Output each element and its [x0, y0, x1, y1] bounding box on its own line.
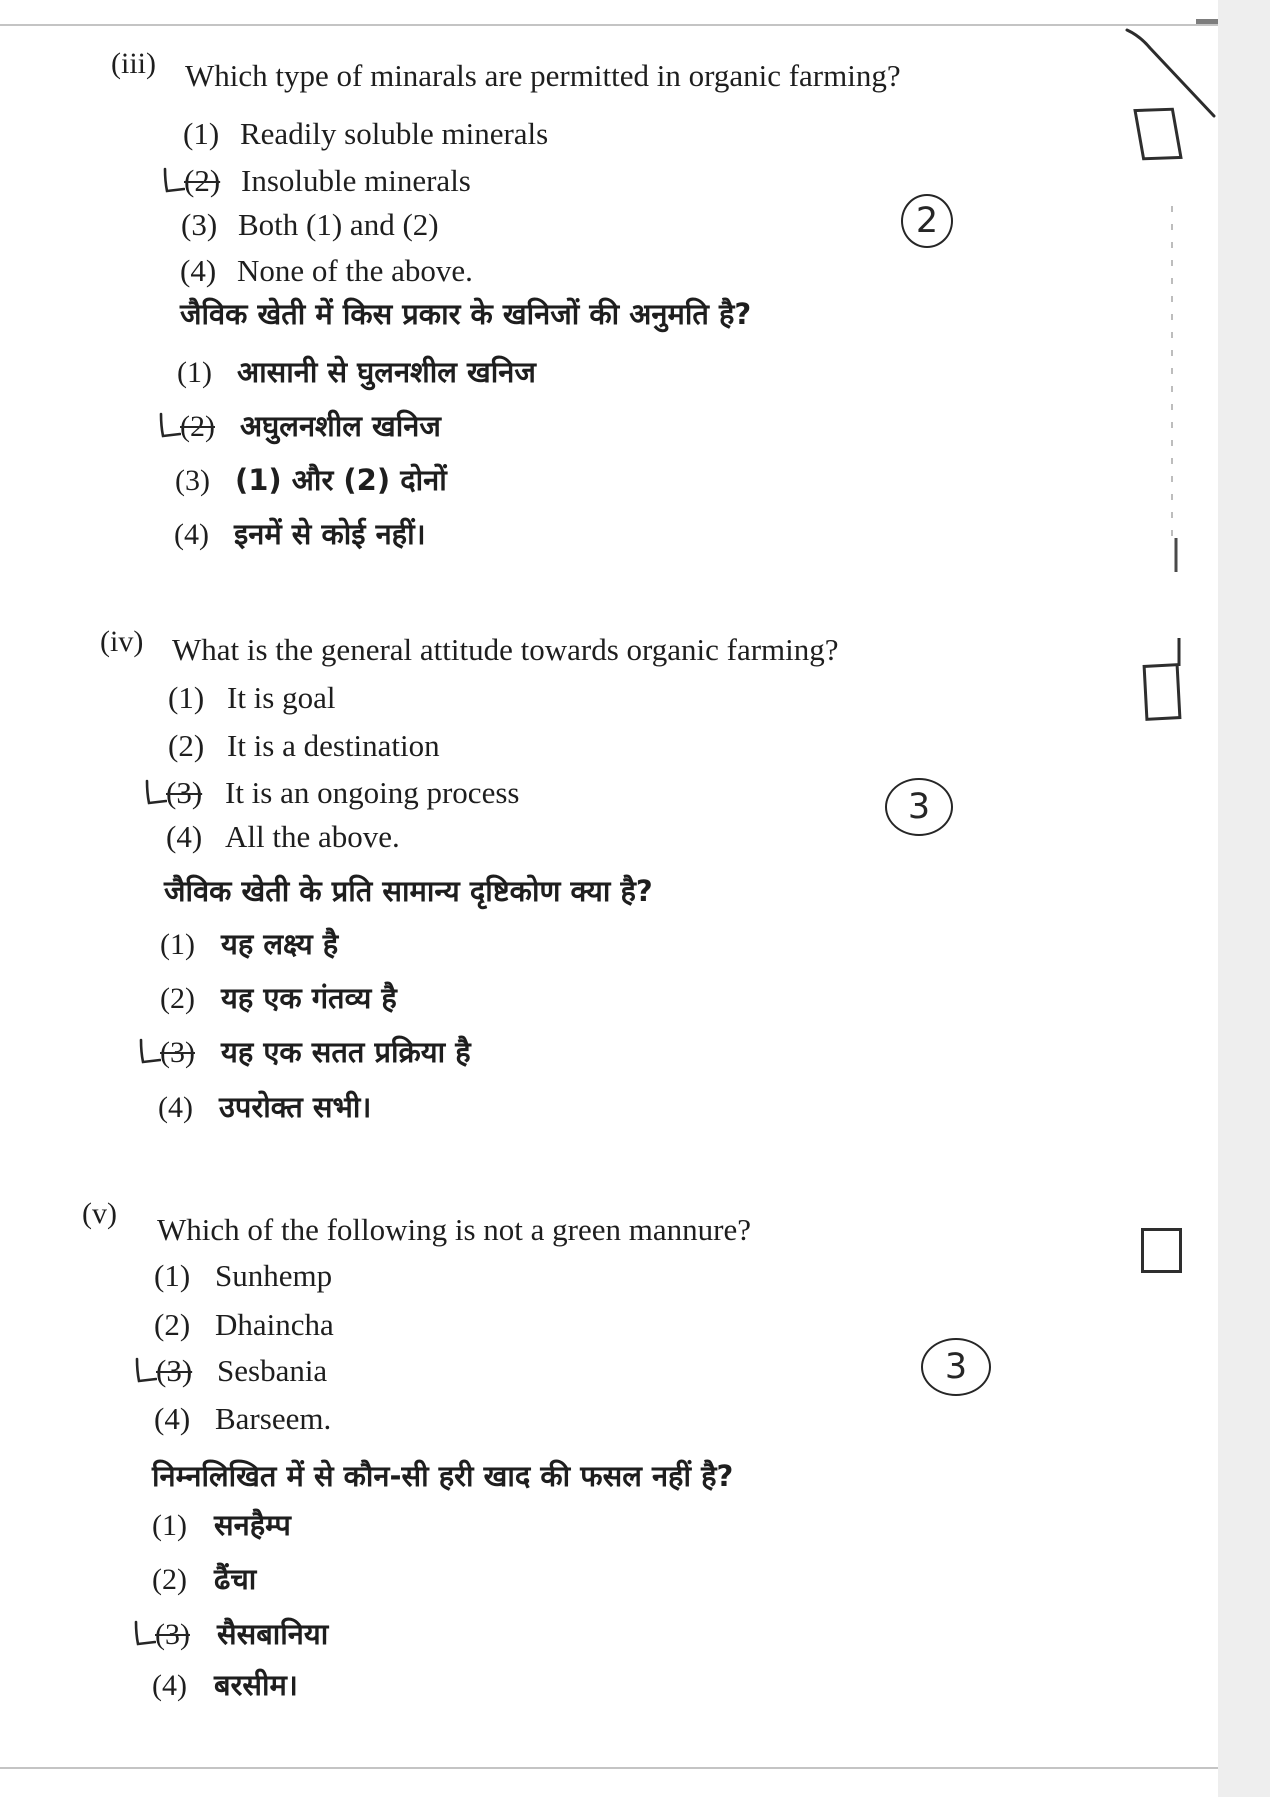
option-label: (1) — [152, 1509, 187, 1542]
option-hi-3 — [175, 462, 447, 499]
option-label: (4) — [154, 1401, 191, 1436]
option-label: (1) — [154, 1258, 191, 1293]
question-text-hi: निम्नलिखित में से कौन-सी हरी खाद की फसल नहीं है? — [152, 1459, 734, 1493]
option-label: (1) — [160, 928, 195, 961]
option-text: Both (1) and (2) — [238, 207, 439, 242]
option-label: (2) — [152, 1563, 187, 1596]
option-hi-4 — [152, 1667, 298, 1704]
option-text: None of the above. — [237, 253, 473, 288]
option-text: It is a destination — [227, 728, 440, 763]
option-text: Dhaincha — [215, 1307, 334, 1342]
tick-mark-icon — [155, 411, 181, 441]
option-hi-4 — [174, 516, 426, 553]
option-en-1 — [168, 680, 336, 716]
option-hi-4 — [158, 1089, 371, 1126]
option-label: (2) — [180, 410, 215, 443]
option-en-2 — [184, 163, 471, 199]
option-label: (3) — [160, 1036, 195, 1069]
top-rule — [0, 24, 1218, 26]
answer-box — [1141, 1228, 1182, 1273]
option-label: (3) — [156, 1353, 193, 1388]
option-text: ढैंचा — [214, 1562, 257, 1596]
question-iv — [0, 615, 1218, 1155]
question-text-en: Which type of minarals are permitted in organic farming? — [185, 58, 901, 93]
option-hi-3 — [155, 1616, 328, 1653]
option-text: यह एक गंतव्य है — [221, 981, 397, 1015]
option-en-2 — [154, 1307, 334, 1343]
option-hi-2 — [160, 980, 397, 1017]
option-text: सनहैम्प — [214, 1508, 291, 1542]
option-en-1 — [154, 1258, 332, 1294]
option-label: (2) — [154, 1307, 191, 1342]
tick-mark-icon — [130, 1619, 156, 1649]
option-text: (1) और (2) दोनों — [235, 463, 447, 497]
option-text: अघुलनशील खनिज — [240, 409, 441, 443]
option-en-4 — [180, 253, 473, 289]
question-number: (v) — [82, 1197, 117, 1230]
option-label: (1) — [177, 356, 212, 389]
option-hi-2 — [180, 408, 441, 445]
option-hi-1 — [152, 1507, 291, 1544]
tick-mark-icon — [131, 1356, 157, 1386]
option-label: (3) — [166, 775, 203, 810]
tick-mark-icon — [159, 166, 185, 196]
question-number: (iv) — [100, 625, 144, 658]
option-label: (4) — [158, 1091, 193, 1124]
option-text: इनमें से कोई नहीं। — [234, 517, 426, 551]
option-en-3 — [181, 207, 439, 243]
option-label: (1) — [183, 116, 220, 151]
option-text: Barseem. — [215, 1401, 332, 1436]
option-label: (2) — [184, 163, 221, 198]
tick-mark-icon — [141, 778, 167, 808]
option-label: (4) — [152, 1669, 187, 1702]
circled-answer: 3 — [885, 778, 953, 836]
option-label: (3) — [181, 207, 218, 242]
option-text: यह लक्ष्य है — [221, 927, 339, 961]
question-iii — [0, 40, 1218, 580]
option-label: (2) — [168, 728, 205, 763]
option-label: (4) — [166, 819, 203, 854]
option-en-3 — [166, 775, 519, 811]
tick-mark-icon — [135, 1037, 161, 1067]
option-text: उपरोक्त सभी। — [219, 1090, 372, 1124]
answer-box — [1143, 663, 1182, 721]
answer-box — [1133, 108, 1182, 161]
question-text-hi: जैविक खेती में किस प्रकार के खनिजों की अनुमति है? — [180, 297, 752, 331]
option-en-1 — [183, 116, 548, 152]
option-label: (2) — [160, 982, 195, 1015]
question-text-en: What is the general attitude towards organic farming? — [172, 632, 839, 667]
option-text: सैसबानिया — [217, 1617, 329, 1651]
right-margin-band — [1218, 0, 1270, 1797]
circled-answer: 3 — [921, 1338, 991, 1396]
question-text-en: Which of the following is not a green mannure? — [157, 1212, 751, 1247]
option-en-4 — [154, 1401, 331, 1437]
option-text: Insoluble minerals — [241, 163, 471, 198]
question-v — [0, 1188, 1218, 1728]
option-hi-2 — [152, 1561, 256, 1598]
option-text: यह एक सतत प्रक्रिया है — [221, 1035, 471, 1069]
option-en-4 — [166, 819, 400, 855]
question-text-hi: जैविक खेती के प्रति सामान्य दृष्टिकोण क्या है? — [164, 874, 653, 908]
bottom-rule — [0, 1767, 1218, 1769]
question-number: (iii) — [111, 47, 156, 80]
option-label: (3) — [155, 1618, 190, 1651]
option-en-2 — [168, 728, 440, 764]
option-text: It is an ongoing process — [225, 775, 520, 810]
option-hi-1 — [160, 926, 338, 963]
option-text: बरसीम। — [214, 1668, 298, 1702]
option-label: (4) — [174, 518, 209, 551]
circled-answer: 2 — [901, 194, 953, 248]
option-text: आसानी से घुलनशील खनिज — [237, 355, 536, 389]
option-hi-1 — [177, 354, 536, 391]
option-text: Readily soluble minerals — [240, 116, 549, 151]
top-edge-mark — [1196, 19, 1218, 24]
option-label: (1) — [168, 680, 205, 715]
option-hi-3 — [160, 1034, 471, 1071]
option-text: Sesbania — [217, 1353, 328, 1388]
option-text: Sunhemp — [215, 1258, 333, 1293]
option-text: All the above. — [225, 819, 400, 854]
option-label: (4) — [180, 253, 217, 288]
option-text: It is goal — [227, 680, 336, 715]
option-label: (3) — [175, 464, 210, 497]
option-en-3 — [156, 1353, 327, 1389]
